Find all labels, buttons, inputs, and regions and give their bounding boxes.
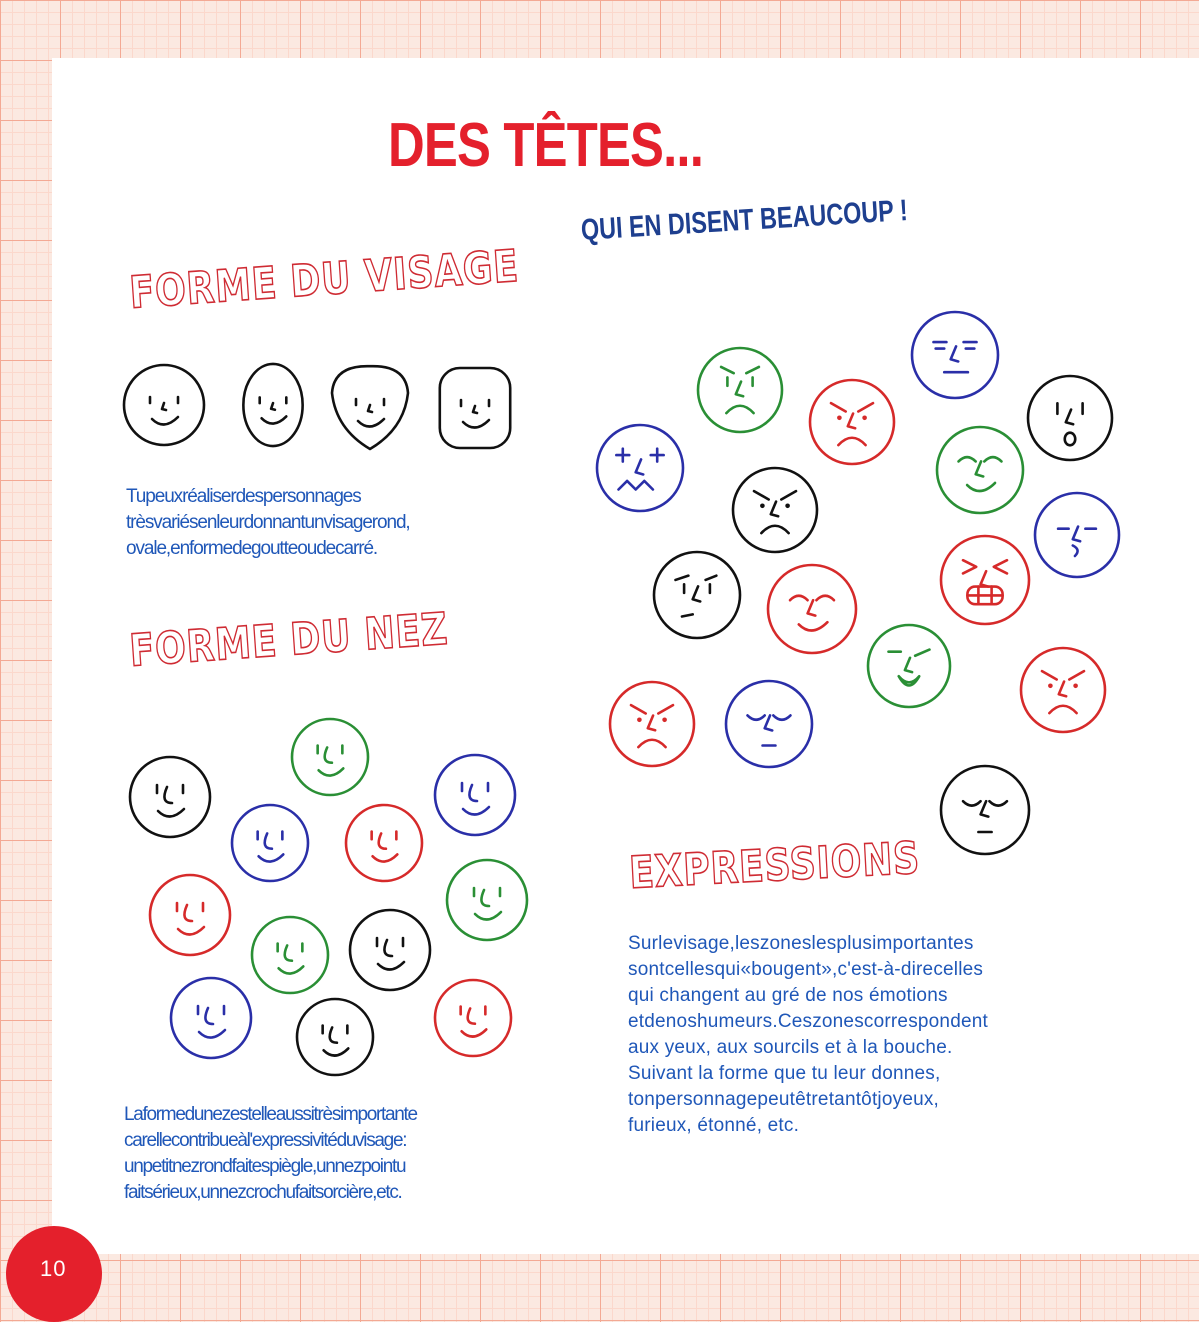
blue-nose-face	[171, 978, 251, 1058]
green-nose-face	[447, 860, 527, 940]
black-sleepy-face	[941, 766, 1029, 854]
heading-nose-shape: FORME DU NEZ	[128, 603, 450, 677]
page-title: DES TÊTES...	[388, 111, 704, 180]
paragraph-nose-shape: Laformedunezestelleaussitrèsimportante carellecontribueàl'expressivitéduvisage: unpetitnezrondfaitespiègle,unnezpointu faitsérieux,unnezcrochufaitsorcière,etc.	[124, 1104, 417, 1203]
blue-sleepy-face	[726, 681, 812, 767]
black-simple-face	[243, 364, 302, 446]
green-sad-face	[698, 348, 782, 432]
black-simple-face	[124, 365, 204, 445]
paragraph-expressions: Surlevisage,leszoneslesplusimportantes sontcellesqui«bougent»,c'est-à-direcelles qui changent au gré de nos émotions etdenoshumeurs.Ceszonescorrespondent aux yeux, aux sourcils et à la bouche. Suivant la forme que tu leur donnes, tonpersonnagepeutêtretantôtjoyeux, furieux, étonné, etc.	[628, 933, 988, 1136]
black-simple-face	[332, 366, 408, 449]
black-simple-face	[440, 368, 510, 448]
page-number: 10	[40, 1256, 67, 1281]
red-nose-face	[346, 805, 422, 881]
green-nose-face	[252, 917, 328, 993]
heading-face-shape: FORME DU VISAGE	[128, 240, 521, 319]
blue-wink-face	[1035, 493, 1119, 577]
red-angry-face	[610, 682, 694, 766]
blue-nose-face	[232, 805, 308, 881]
red-nose-face	[435, 980, 511, 1056]
page-subtitle: QUI EN DISENT BEAUCOUP !	[580, 194, 909, 247]
green-nose-face	[292, 719, 368, 795]
red-happy-face	[768, 565, 856, 653]
blue-neutral-face	[912, 312, 998, 398]
expression-face-drawings	[597, 312, 1119, 854]
blue-dizzy-face	[597, 425, 683, 511]
red-angry-face	[1021, 648, 1105, 732]
black-skeptical-face	[654, 552, 740, 638]
paragraph-face-shape: Tupeuxréaliserdespersonnages trèsvariésenleurdonnantunvisagerond, ovale,enformedegoutteoudecarré.	[126, 486, 410, 559]
red-nose-face	[150, 875, 230, 955]
black-nose-face	[130, 757, 210, 837]
face-shape-drawings	[124, 364, 510, 449]
black-nose-face	[350, 910, 430, 990]
green-happy-face	[937, 427, 1023, 513]
black-nose-face	[297, 999, 373, 1075]
nose-face-drawings	[130, 719, 527, 1075]
blue-nose-face	[435, 755, 515, 835]
red-furious-face	[941, 536, 1029, 624]
green-disgusted-face	[868, 625, 950, 707]
heading-expressions: EXPRESSIONS	[628, 832, 922, 899]
black-angry-face	[733, 468, 817, 552]
black-surprised-face	[1028, 376, 1112, 460]
red-angry-face	[810, 380, 894, 464]
